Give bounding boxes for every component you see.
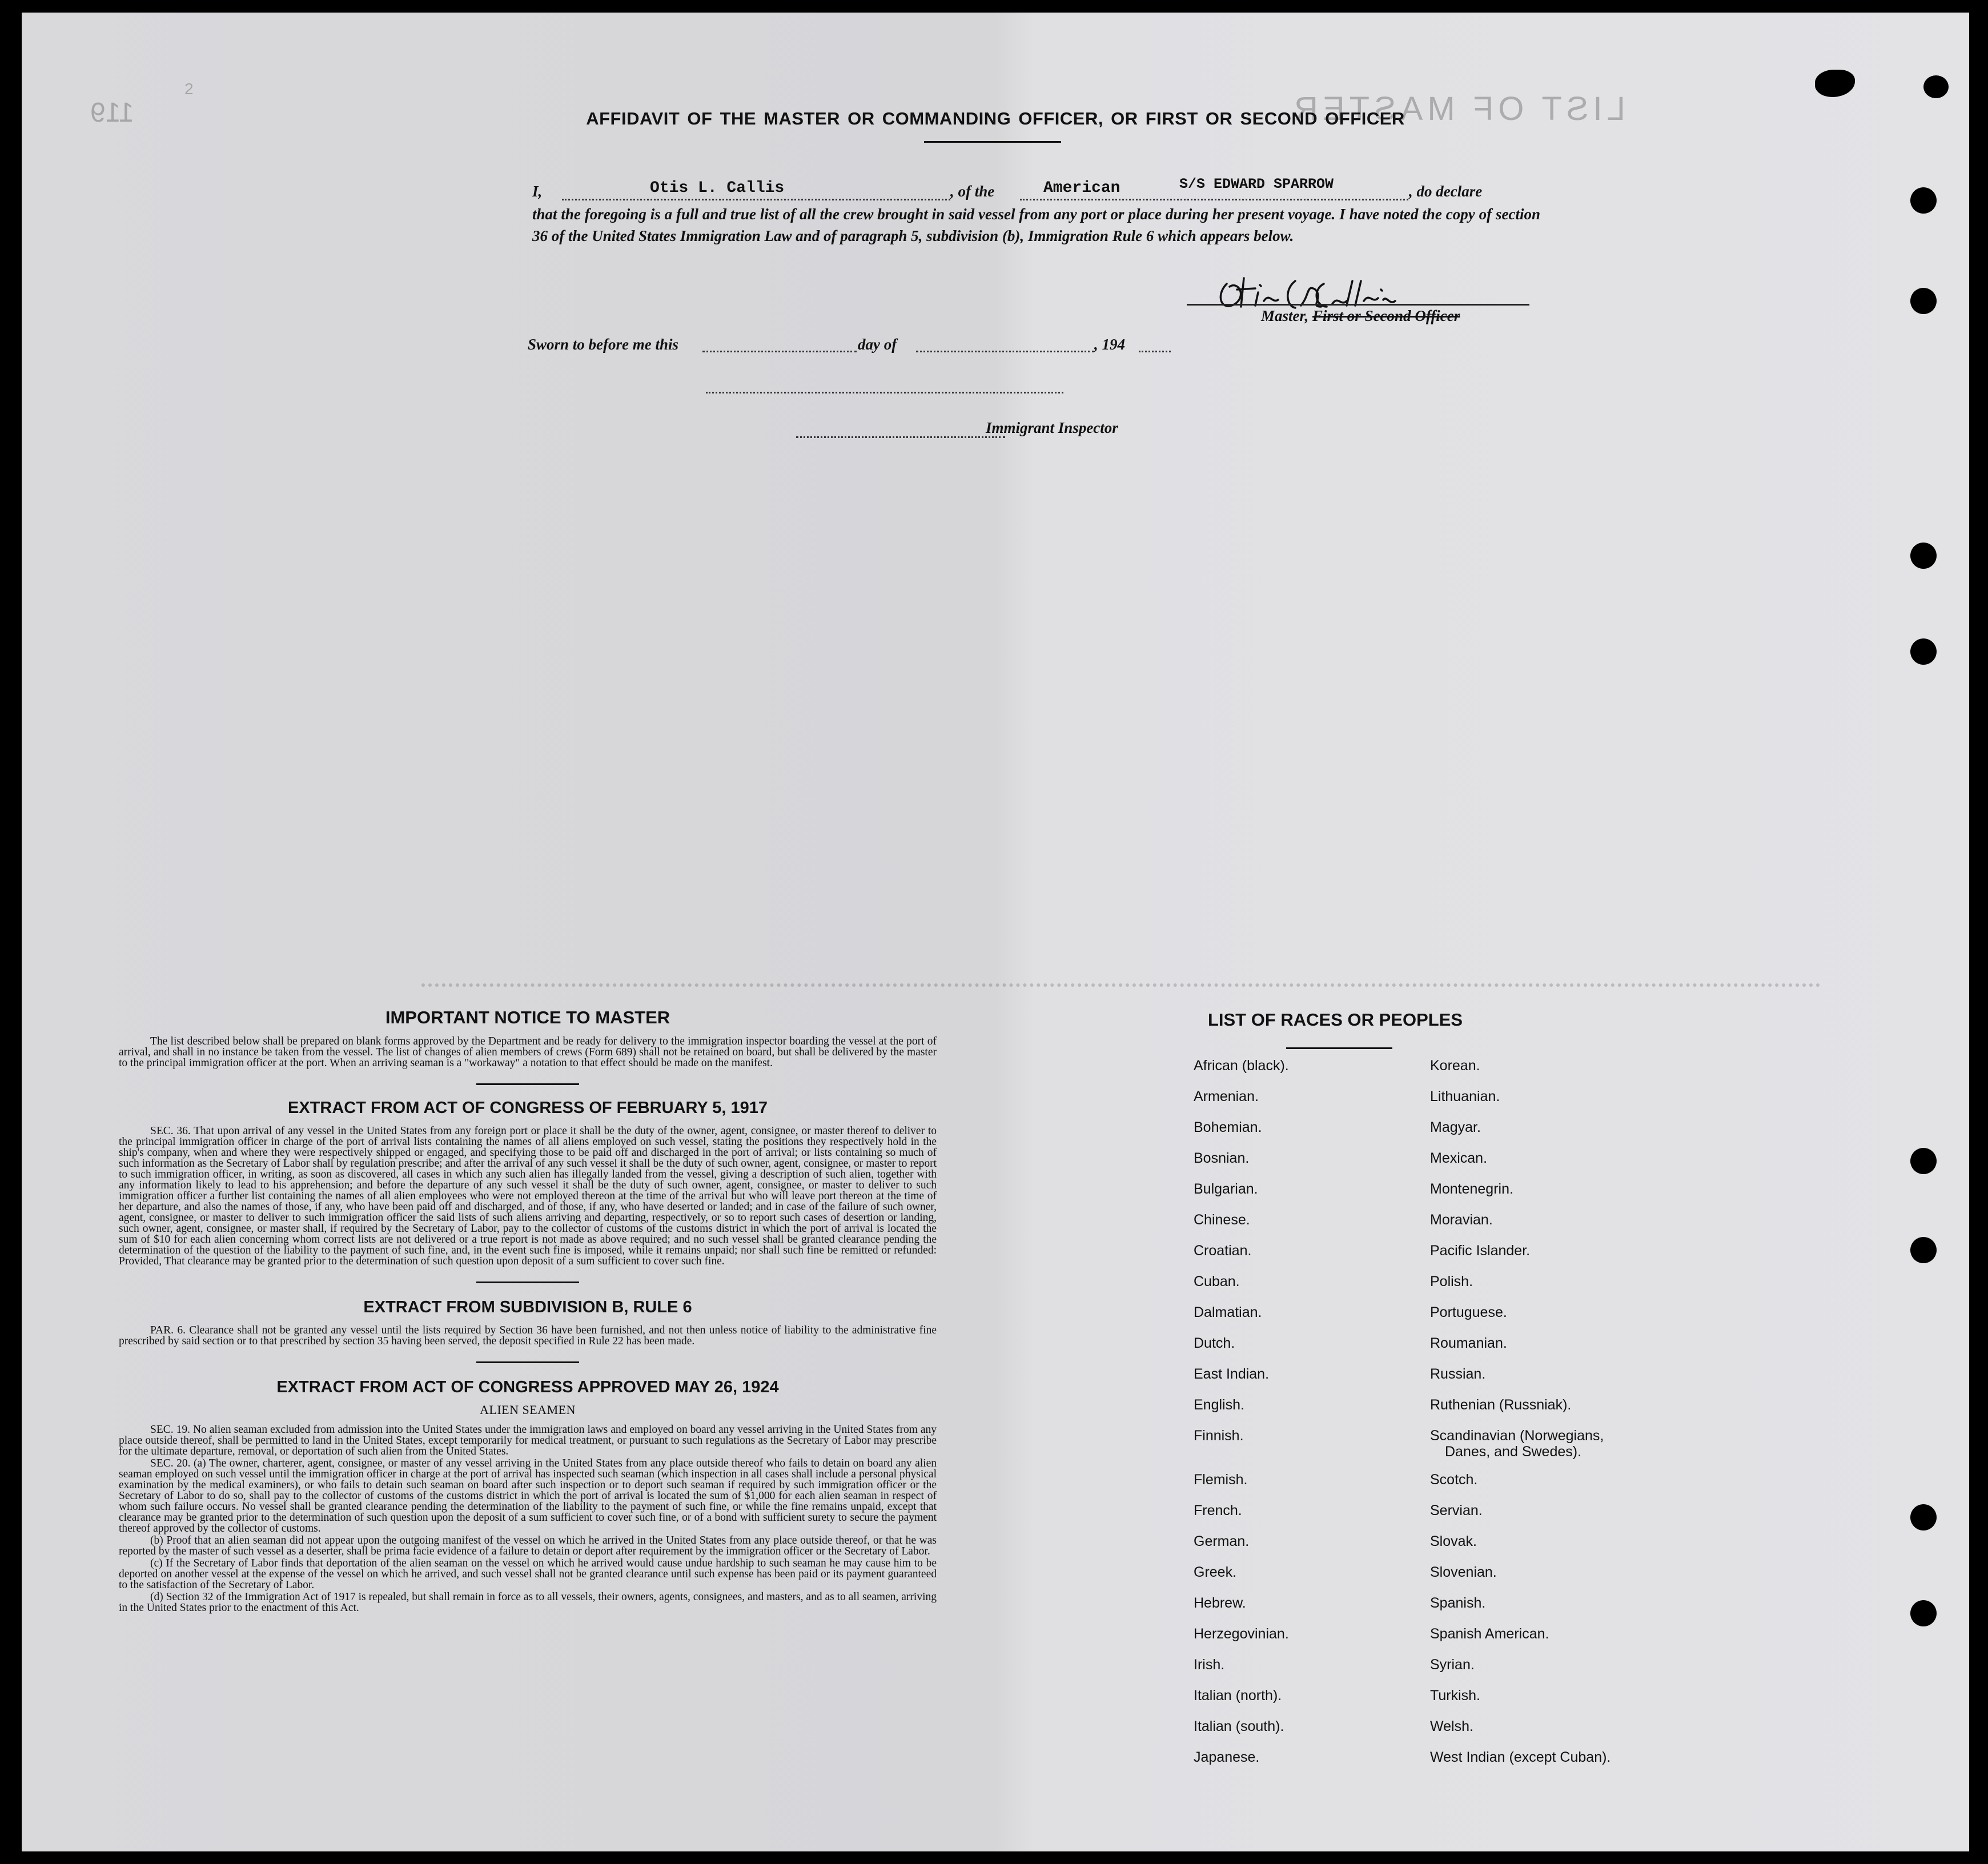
struck-role: First or Second Officer bbox=[1312, 307, 1460, 324]
signature-role bbox=[1261, 307, 1460, 325]
ghost-page-number: 119 bbox=[90, 98, 134, 128]
races-left-list bbox=[1194, 1058, 1422, 1800]
race-item: Scandinavian (Norwegians, bbox=[1430, 1428, 1604, 1444]
race-item: Hebrew. bbox=[1194, 1595, 1246, 1611]
legal-column bbox=[119, 995, 937, 1613]
race-item: Polish. bbox=[1430, 1274, 1473, 1289]
sec-20c-text: (c) If the Secretary of Labor finds that deportation of the alien seaman on the vessel on which he arrived would cause undue hardship to such seaman he may cause him to be deported on another vessel at the expense of the vessel on which he arrived, and such vessel shall not be granted clearance until such expense has been paid or its payment guaranteed to the satisfaction of the Secretary of Labor. bbox=[119, 1557, 937, 1591]
race-item: German. bbox=[1194, 1533, 1250, 1549]
race-item: Syrian. bbox=[1430, 1657, 1475, 1673]
inspector-signature-line bbox=[796, 436, 1005, 438]
sworn-line bbox=[528, 336, 1190, 359]
race-item: Scotch. bbox=[1430, 1472, 1478, 1488]
extract-rule6-text: PAR. 6. Clearance shall not be granted any vessel until the lists required by Section 36 have been furnished, and not then unless notice of liability to the administrative fine prescribed by said section or to that prescribed by section 35 having been served, the deposit specified in Rule 22 has been made. bbox=[119, 1324, 937, 1347]
races-right-list bbox=[1430, 1058, 1716, 1800]
race-item: Korean. bbox=[1430, 1058, 1480, 1074]
extract-1924-subtitle: ALIEN SEAMEN bbox=[480, 1403, 576, 1417]
race-item: English. bbox=[1194, 1397, 1244, 1413]
inspector-label: Immigrant Inspector bbox=[986, 419, 1118, 436]
day-of-label: day of bbox=[858, 336, 897, 353]
race-item: Ruthenian (Russniak). bbox=[1430, 1397, 1572, 1413]
race-item: Irish. bbox=[1194, 1657, 1225, 1673]
race-item: Armenian. bbox=[1194, 1088, 1259, 1104]
punch-hole bbox=[1910, 1237, 1937, 1263]
sec-20a-text: SEC. 20. (a) The owner, charterer, agent, consignee, or master of any vessel arriving in the United States from any place outside thereof who fails to detain on board any alien seaman employed on such vessel until the immigration officer in charge at the port of arrival has inspected such seaman (which inspection in all cases shall include a personal physical examination by the medical examiners), or who fails to detain such seaman on board after such inspection or to deport such seaman if required by such immigration officer or the Secretary of Labor to do so, shall pay to the collector of customs of the customs district in which the port of arrival is located the sum of $1,000 for each alien seaman in respect of whom such failure occurs. No vessel shall be granted clearance pending the determination of the liability to the payment of such fine, or while the fine remains unpaid, except that clearance may be granted prior to the determination of such question upon the deposit of a sum sufficient to cover such fine, or of a bond with sufficient surety to secure the payment thereof approved by the collector of customs. bbox=[119, 1457, 937, 1534]
title-divider bbox=[924, 141, 1061, 143]
sworn-prefix: Sworn to before me this bbox=[528, 336, 679, 353]
race-item: Greek. bbox=[1194, 1564, 1237, 1580]
year-blank bbox=[1139, 351, 1171, 352]
sec-19-text: SEC. 19. No alien seaman excluded from admission into the United States under the immigration laws and employed on board any vessel arriving in the United States from any place outside thereof, shall be permitted to land in the United States, except temporarily for medical treatment, or pursuant to such regulations as the Secretary of Labor may prescribe for the ultimate departure, removal, or deportation of such alien from the United States. bbox=[119, 1424, 937, 1457]
race-item: Portuguese. bbox=[1430, 1304, 1507, 1320]
race-item: Dutch. bbox=[1194, 1335, 1235, 1351]
month-blank bbox=[916, 351, 1094, 352]
ghost-heading: LIST OF MASTER bbox=[1290, 90, 1625, 127]
race-item: Cuban. bbox=[1194, 1274, 1240, 1289]
year-label: , 194 bbox=[1094, 336, 1125, 353]
race-item: Magyar. bbox=[1430, 1119, 1481, 1135]
punch-hole bbox=[1910, 288, 1937, 314]
extract-1917-title: EXTRACT FROM ACT OF CONGRESS OF FEBRUARY 5, 1917 bbox=[287, 1099, 768, 1117]
vessel-blank bbox=[1020, 199, 1408, 200]
race-item: Moravian. bbox=[1430, 1212, 1493, 1228]
name-blank bbox=[562, 199, 950, 200]
punch-hole bbox=[1910, 1504, 1937, 1530]
affidavit-title: AFFIDAVIT OF THE MASTER OR COMMANDING OFFICER, OR FIRST OR SECOND OFFICER bbox=[586, 109, 1405, 128]
race-item: Bulgarian. bbox=[1194, 1181, 1258, 1197]
race-item: Lithuanian. bbox=[1430, 1088, 1500, 1104]
sec-20d-text: (d) Section 32 of the Immigration Act of 1917 is repealed, but shall remain in force as to all vessels, their owners, agents, consignees, and masters, and as to all seamen, arriving in the United States prior to the enactment of this Act. bbox=[119, 1591, 937, 1614]
race-item: Servian. bbox=[1430, 1503, 1483, 1518]
race-item: Italian (north). bbox=[1194, 1688, 1282, 1704]
extract-rule6-title: EXTRACT FROM SUBDIVISION B, RULE 6 bbox=[363, 1298, 692, 1316]
race-item: West Indian (except Cuban). bbox=[1430, 1749, 1611, 1765]
punch-hole bbox=[1910, 543, 1937, 569]
torn-corner bbox=[1815, 70, 1855, 97]
race-item: East Indian. bbox=[1194, 1366, 1270, 1382]
race-item: Italian (south). bbox=[1194, 1718, 1284, 1734]
race-item: Croatian. bbox=[1194, 1243, 1252, 1259]
race-item: Montenegrin. bbox=[1430, 1181, 1513, 1197]
race-item: Russian. bbox=[1430, 1366, 1486, 1382]
races-divider bbox=[1286, 1047, 1392, 1049]
punch-hole bbox=[1910, 1600, 1937, 1626]
torn-corner bbox=[1923, 75, 1949, 98]
race-item: Spanish. bbox=[1430, 1595, 1486, 1611]
race-item: Japanese. bbox=[1194, 1749, 1260, 1765]
pronoun: I, bbox=[532, 183, 543, 200]
race-item: Finnish. bbox=[1194, 1428, 1244, 1444]
divider bbox=[476, 1361, 579, 1363]
race-item: French. bbox=[1194, 1503, 1242, 1518]
master-name: Otis L. Callis bbox=[650, 179, 785, 197]
race-item: Pacific Islander. bbox=[1430, 1243, 1531, 1259]
punch-hole bbox=[1910, 1148, 1937, 1174]
race-item: Herzegovinian. bbox=[1194, 1626, 1289, 1642]
race-item: Welsh. bbox=[1430, 1718, 1473, 1734]
divider bbox=[476, 1282, 579, 1283]
affidavit-body: that the foregoing is a full and true list of all the crew brought in said vessel from any port or place during her present voyage. I have noted the copy of section 36 of the United States Immigration Law and of paragraph 5, subdivision (b), Immigration Rule 6 which appears below. bbox=[532, 206, 1540, 244]
race-item: Mexican. bbox=[1430, 1150, 1488, 1166]
race-item: Danes, and Swedes). bbox=[1445, 1444, 1582, 1460]
notice-text: The list described below shall be prepared on blank forms approved by the Department and be ready for delivery to the immigration inspector boarding the vessel at the port of arrival, and shall in no instance be taken from the vessel. The list of changes of alien members of crews (Form 689) shall not be retained on board, but shall be delivered by the master to the principal immigration officer at the port. When an arriving seaman is a "workaway" a notation to that effect should be made on the manifest. bbox=[119, 1035, 937, 1069]
day-blank bbox=[702, 351, 857, 352]
punch-hole bbox=[1910, 638, 1937, 665]
ghost-mark: 2 bbox=[184, 80, 194, 98]
of-the-label: , of the bbox=[950, 183, 995, 200]
race-item: Bohemian. bbox=[1194, 1119, 1262, 1135]
race-item: Slovak. bbox=[1430, 1533, 1477, 1549]
extract-1917-text: SEC. 36. That upon arrival of any vessel in the United States from any foreign port or place it shall be the duty of the owner, agent, consignee, or master thereof to deliver to the principal immigration officer in charge of the port of arrival lists containing the names of all aliens employed on such vessel, stating the positions they respectively hold in the ship's company, when and where they were respectively shipped or engaged, and specifying those to be paid off and discharged in the port of arrival; or lists containing so much of such information as the Secretary of Labor shall by regulation prescribe; and after the arrival of any such vessel it shall be the duty of such owner, agent, consignee, or master to report to such immigration officer, in writing, as soon as discovered, all cases in which any such alien has illegally landed from the vessel, giving a description of such alien, together with any information likely to lead to his apprehension; and before the departure of any such vessel it shall be the duty of such owner, agent, consignee, or master to deliver to such immigration officer a further list containing the names of all alien employees who were not employed thereon at the time of the arrival but who will leave port thereon at the time of her departure, and also the names of those, if any, who have been paid off and discharged, and of those, if any, who have deserted or landed; and in case of the failure of such owner, agent, consignee, or master to deliver to such immigration officer the said lists of such aliens arriving and departing, respectively, or so to report such cases of desertion or landing, such owner, agent, consignee, or master shall, if required by the Secretary of Labor, pay to the collector of customs of the customs district in which the port of arrival is located the sum of $10 for each alien concerning whom correct lists are not delivered or a true report is not made as above required; and no such vessel shall be granted clearance pending the determination of the question of the liability to the payment of such fine, and, in the event such fine is imposed, while it remains unpaid; nor shall such fine be remitted or refunded: Provided, That clearance may be granted prior to the determination of such question upon deposit of a sum sufficient to cover such fine. bbox=[119, 1125, 937, 1267]
affidavit-declaration bbox=[532, 176, 1540, 271]
vessel-nationality: American bbox=[1043, 179, 1120, 197]
document-page bbox=[22, 13, 1969, 1851]
race-item: Bosnian. bbox=[1194, 1150, 1250, 1166]
notice-title: IMPORTANT NOTICE TO MASTER bbox=[385, 1007, 670, 1027]
race-item: Dalmatian. bbox=[1194, 1304, 1262, 1320]
vessel-name: S/S EDWARD SPARROW bbox=[1179, 176, 1334, 192]
race-item: Chinese. bbox=[1194, 1212, 1250, 1228]
race-item: African (black). bbox=[1194, 1058, 1289, 1074]
race-item: Flemish. bbox=[1194, 1472, 1248, 1488]
sec-20b-text: (b) Proof that an alien seaman did not appear upon the outgoing manifest of the vessel on which he arrived in the United States from any place outside thereof, or that he was reported by the master of such vessel as a deserter, shall be prima facie evidence of a failure to detain or deport after requirement by the immigration officer or the Secretary of Labor. bbox=[119, 1534, 937, 1557]
races-title: LIST OF RACES OR PEOPLES bbox=[1207, 1010, 1463, 1030]
race-item: Slovenian. bbox=[1430, 1564, 1497, 1580]
do-declare-label: , do declare bbox=[1409, 183, 1483, 200]
race-item: Roumanian. bbox=[1430, 1335, 1507, 1351]
master-role: Master, bbox=[1261, 307, 1309, 324]
race-item: Turkish. bbox=[1430, 1688, 1480, 1704]
inspector-top-line bbox=[706, 392, 1063, 393]
punch-hole bbox=[1910, 187, 1937, 214]
extract-1924-title: EXTRACT FROM ACT OF CONGRESS APPROVED MAY 26, 1924 bbox=[276, 1378, 779, 1396]
divider bbox=[476, 1083, 579, 1085]
race-item: Spanish American. bbox=[1430, 1626, 1549, 1642]
signature-line bbox=[1187, 304, 1529, 306]
